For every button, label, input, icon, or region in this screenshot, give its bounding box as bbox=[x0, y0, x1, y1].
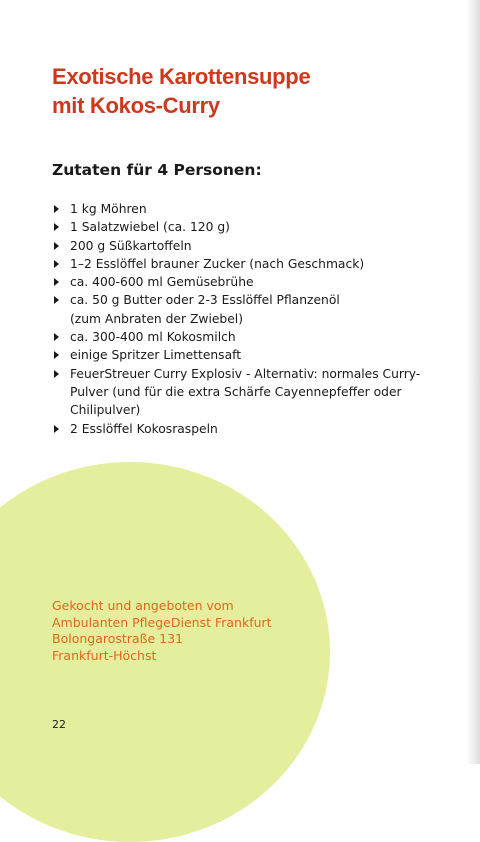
ingredient-list bbox=[52, 200, 442, 438]
ingredient-item bbox=[52, 365, 442, 420]
ingredient-text-line: 200 g Süßkartoffeln bbox=[70, 238, 192, 253]
page-edge-shadow bbox=[466, 0, 480, 764]
ingredient-item bbox=[52, 420, 442, 438]
bullet-triangle-icon bbox=[54, 425, 59, 433]
ingredient-text-line: ca. 400-600 ml Gemüsebrühe bbox=[70, 275, 254, 290]
ingredient-text-line: 1 Salatzwiebel (ca. 120 g) bbox=[70, 220, 230, 235]
ingredient-text-line: Pulver (und für die extra Schärfe Cayennepfeffer oder bbox=[70, 384, 402, 399]
ingredient-item bbox=[52, 291, 442, 328]
ingredient-item bbox=[52, 328, 442, 346]
bullet-triangle-icon bbox=[54, 296, 59, 304]
ingredient-text-line: (zum Anbraten der Zwiebel) bbox=[70, 311, 244, 326]
ingredient-text-line: FeuerStreuer Curry Explosiv - Alternativ: normales Curry- bbox=[70, 366, 421, 381]
credit-line-2: Ambulanten PflegeDienst Frankfurt bbox=[52, 614, 272, 630]
bullet-triangle-icon bbox=[54, 242, 59, 250]
credit-block bbox=[52, 598, 272, 664]
ingredient-text-line: 2 Esslöffel Kokosraspeln bbox=[70, 421, 218, 436]
bullet-triangle-icon bbox=[54, 278, 59, 286]
ingredient-text-line: ca. 300-400 ml Kokosmilch bbox=[70, 330, 236, 345]
credit-line-3: Bolongarostraße 131 bbox=[52, 631, 183, 646]
ingredient-text-line: einige Spritzer Limettensaft bbox=[70, 348, 242, 363]
page-number: 22 bbox=[52, 718, 66, 731]
ingredient-item bbox=[52, 218, 442, 236]
bullet-triangle-icon bbox=[54, 223, 59, 231]
recipe-title-line-1: Exotische Karottensuppe bbox=[52, 64, 311, 89]
bullet-triangle-icon bbox=[54, 205, 59, 213]
credit-line-4: Frankfurt-Höchst bbox=[52, 647, 157, 663]
recipe-title bbox=[52, 62, 310, 120]
ingredient-item bbox=[52, 200, 442, 218]
ingredient-item bbox=[52, 346, 442, 364]
ingredients-heading: Zutaten für 4 Personen: bbox=[52, 161, 262, 179]
ingredient-item bbox=[52, 237, 442, 255]
ingredient-text-line: Chilipulver) bbox=[70, 403, 141, 418]
ingredient-item bbox=[52, 273, 442, 291]
credit-line-1: Gekocht und angeboten vom bbox=[52, 598, 234, 613]
ingredient-text-line: ca. 50 g Butter oder 2-3 Esslöffel Pflanzenöl bbox=[70, 293, 340, 308]
recipe-title-line-2: mit Kokos-Curry bbox=[52, 93, 220, 118]
bullet-triangle-icon bbox=[54, 370, 59, 378]
bullet-triangle-icon bbox=[54, 333, 59, 341]
bullet-triangle-icon bbox=[54, 351, 59, 359]
ingredient-item bbox=[52, 255, 442, 273]
ingredient-text-line: 1–2 Esslöffel brauner Zucker (nach Geschmack) bbox=[70, 256, 365, 271]
ingredient-text-line: 1 kg Möhren bbox=[70, 202, 147, 216]
bullet-triangle-icon bbox=[54, 260, 59, 268]
